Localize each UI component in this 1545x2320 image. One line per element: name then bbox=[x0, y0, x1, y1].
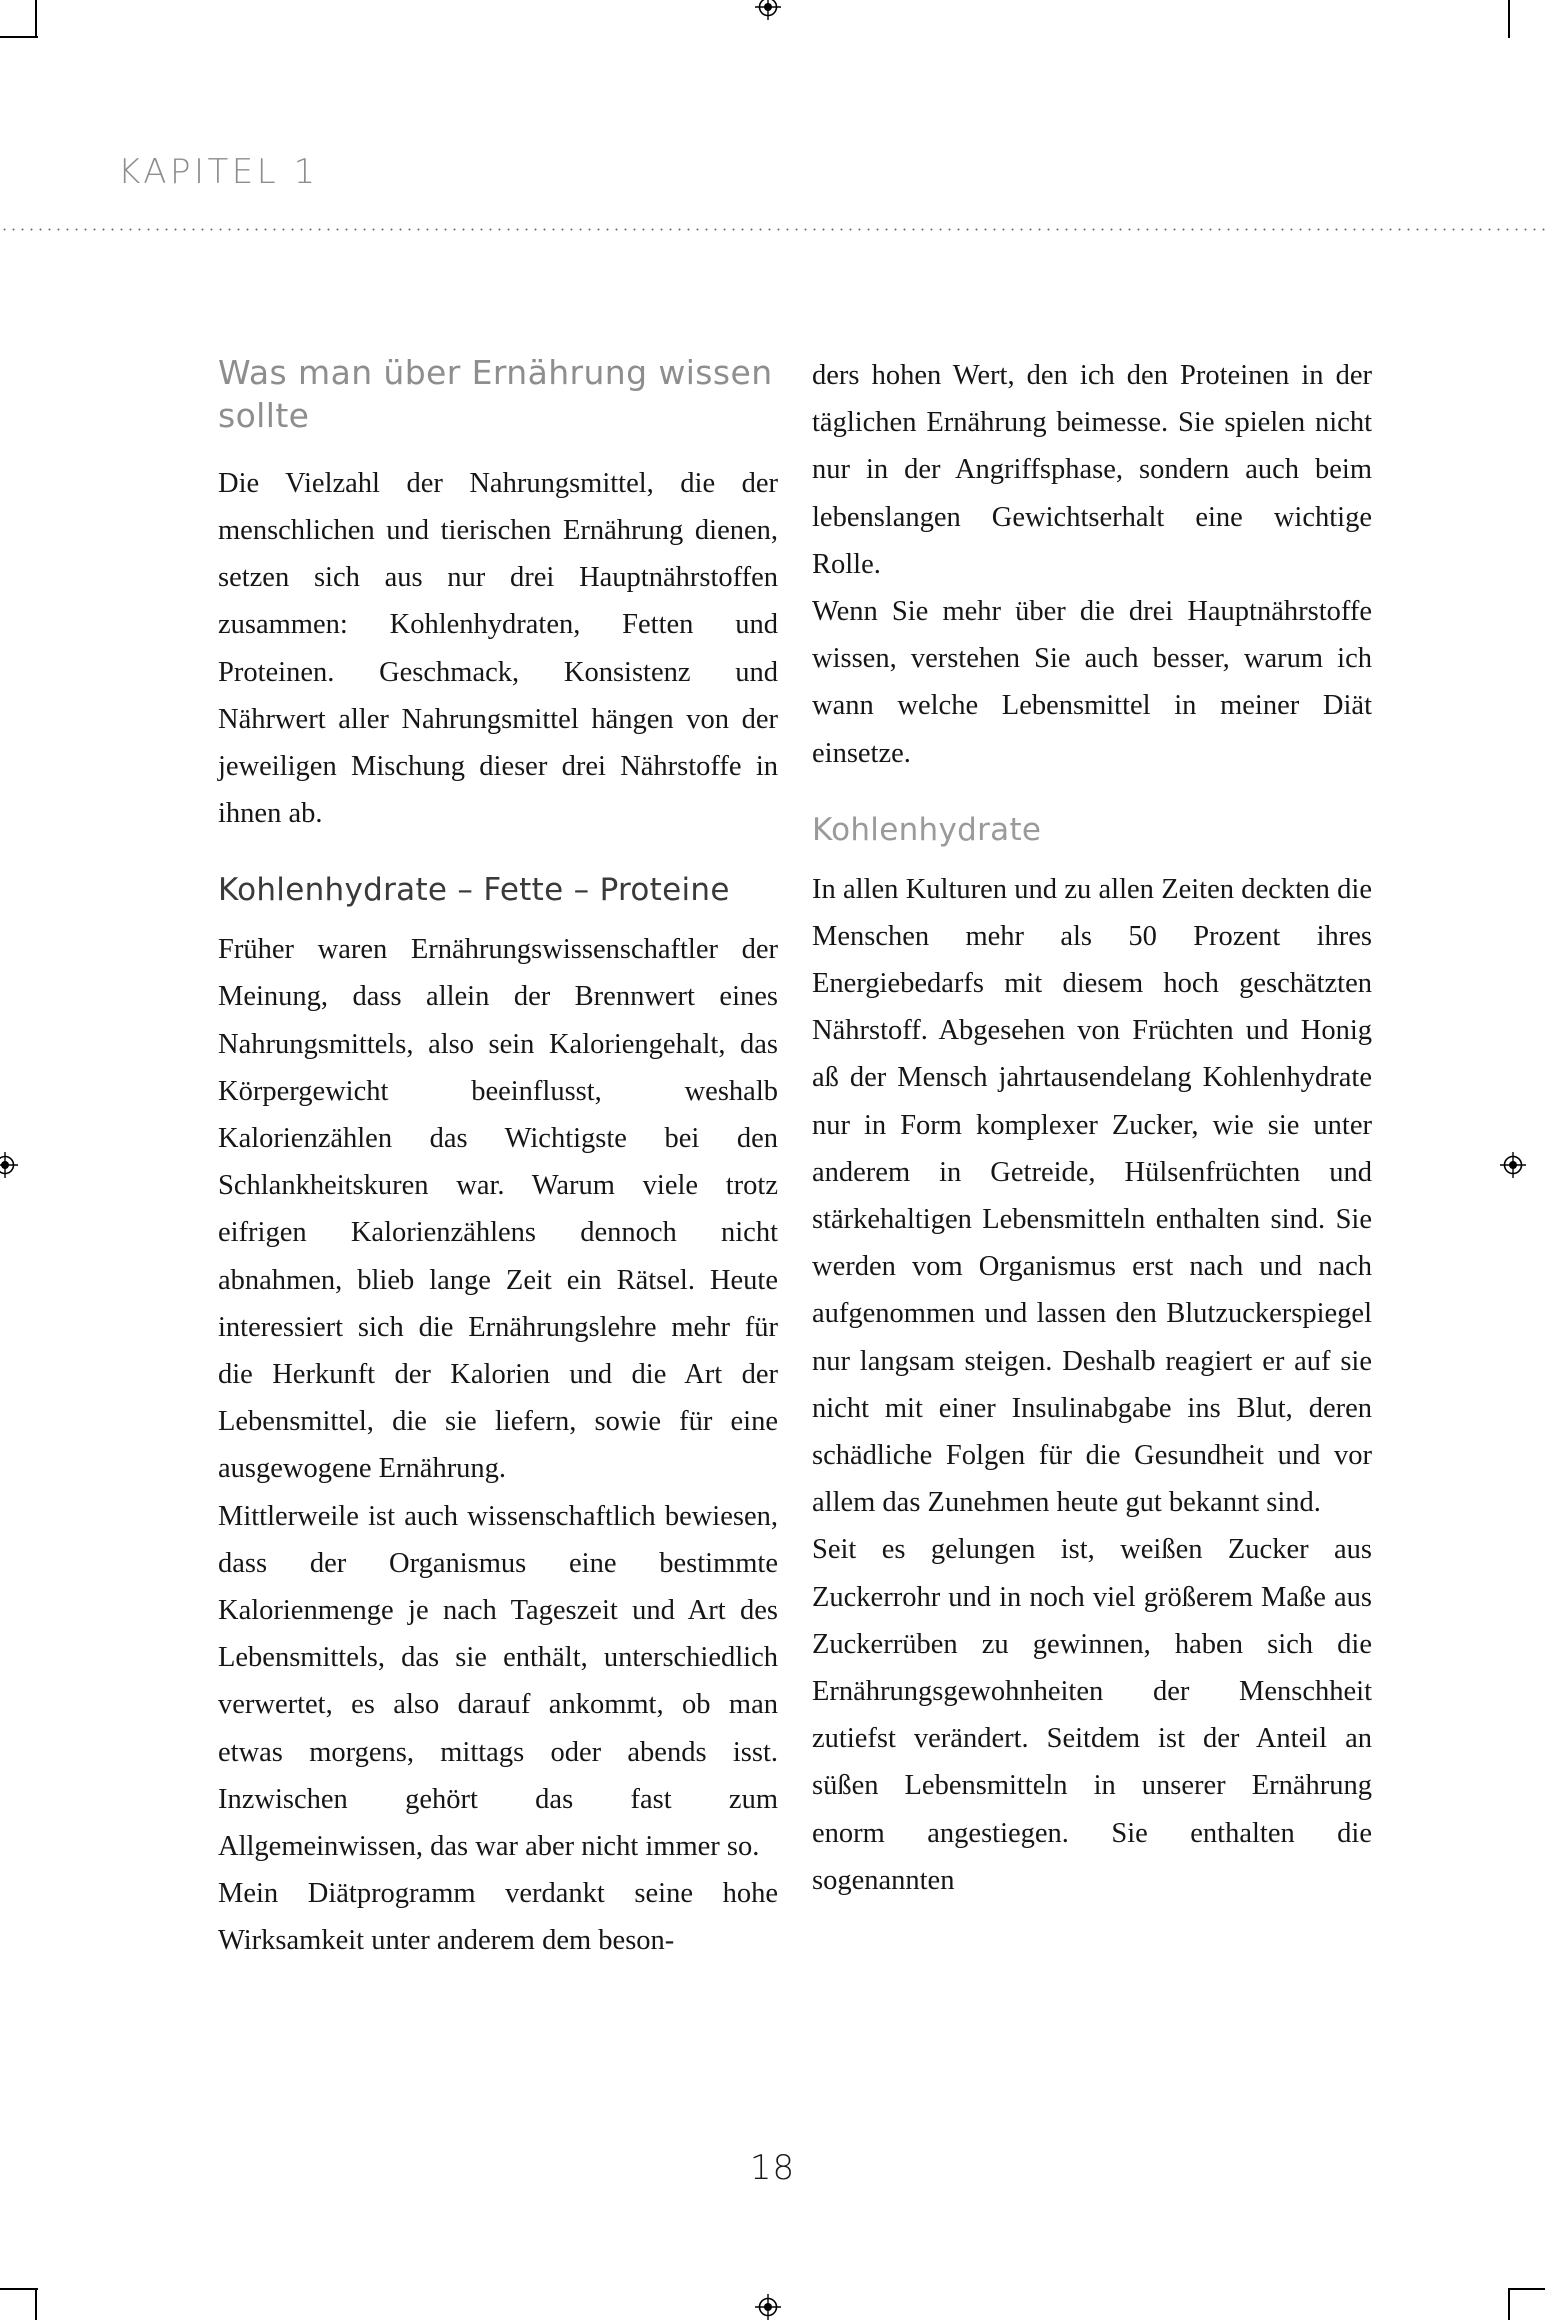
paragraph: Mein Diätprogramm verdankt seine hohe Wirksamkeit unter anderem dem beson- bbox=[218, 1878, 778, 1957]
crop-mark-bottom-right-horizontal bbox=[1508, 2288, 1545, 2290]
crop-mark-bottom-right-vertical bbox=[1508, 2288, 1510, 2320]
crop-mark-top-left-vertical bbox=[35, 0, 37, 38]
registration-mark-right bbox=[1500, 1152, 1526, 1178]
column-right bbox=[812, 352, 1372, 1904]
paragraph: Wenn Sie mehr über die drei Hauptnährstoffe wissen, verstehen Sie auch besser, warum ich wann welche Lebensmittel in meiner Diät einsetze. bbox=[812, 596, 1372, 769]
paragraph: In allen Kulturen und zu allen Zeiten deckten die Menschen mehr als 50 Prozent ihres Energiebedarfs mit diesem hoch geschätzten Nährstoff. Abgesehen von Früchten und Honig aß der Mensch jahrtausendelang Kohlenhydrate nur in Form komplexer Zucker, wie sie unter anderem in Getreide, Hülsenfrüchten und stärkehaltigen Lebensmitteln enthalten sind. Sie werden vom Organismus erst nach und nach aufgenommen und lassen den Blutzuckerspiegel nur langsam steigen. Deshalb reagiert er auf sie nicht mit einer Insulinabgabe ins Blut, deren schädliche Folgen für die Gesundheit und vor allem das Zunehmen heute gut bekannt sind. bbox=[812, 873, 1372, 1519]
crop-mark-bottom-left-horizontal bbox=[0, 2288, 38, 2290]
registration-mark-top bbox=[755, 0, 781, 20]
column-left bbox=[218, 352, 778, 1965]
paragraph: ders hohen Wert, den ich den Proteinen in der täglichen Ernährung beimesse. Sie spielen nicht nur in der Angriffsphase, sondern auch beim lebenslangen Gewichtserhalt eine wichtige Rolle. bbox=[812, 360, 1372, 580]
paragraph: Früher waren Ernährungswissenschaftler der Meinung, dass allein der Brennwert eines Nahrungsmittels, also sein Kaloriengehalt, das Körpergewicht beeinflusst, weshalb Kalorienzählen das Wichtigste bei den Schlankheitskuren war. Warum viele trotz eifrigen Kalorienzählens dennoch nicht abnahmen, blieb lange Zeit ein Rätsel. Heute interessiert sich die Ernährungslehre mehr für die Herkunft der Kalorien und die Art der Lebensmittel, die sie liefern, sowie für eine ausgewogene Ernährung. bbox=[218, 934, 778, 1485]
running-head-chapter: KAPITEL 1 bbox=[118, 152, 319, 192]
registration-mark-left bbox=[0, 1152, 18, 1178]
crop-mark-top-left-horizontal bbox=[0, 36, 38, 38]
crop-mark-top-right-vertical bbox=[1508, 0, 1510, 38]
subheading-kohlenhydrate-fette-proteine: Kohlenhydrate – Fette – Proteine bbox=[218, 872, 730, 909]
subheading-kohlenhydrate: Kohlenhydrate bbox=[812, 811, 1042, 848]
page-title: Was man über Ernährung wissen sollte bbox=[218, 353, 773, 435]
registration-mark-bottom bbox=[755, 2294, 781, 2320]
paragraph: Die Vielzahl der Nahrungsmittel, die der menschlichen und tierischen Ernährung dienen, setzen sich aus nur drei Hauptnährstoffen zusammen: Kohlenhydraten, Fetten und Proteinen. Geschmack, Konsistenz und Nährwert aller Nahrungsmittel hängen von der jeweiligen Mischung dieser drei Nährstoffe in ihnen ab. bbox=[218, 467, 778, 830]
page-number: 18 bbox=[749, 2148, 796, 2188]
header-dotted-rule bbox=[0, 228, 1545, 231]
paragraph: Seit es gelungen ist, weißen Zucker aus Zuckerrohr und in noch viel größerem Maße aus Zuckerrüben zu gewinnen, haben sich die Ernährungsgewohnheiten der Menschheit zutiefst verändert. Seitdem ist der Anteil an süßen Lebensmitteln in unserer Ernährung enorm angestiegen. Sie enthalten die sogenannten bbox=[812, 1534, 1372, 1896]
crop-mark-bottom-left-vertical bbox=[35, 2288, 37, 2320]
paragraph: Mittlerweile ist auch wissenschaftlich bewiesen, dass der Organismus eine bestimmte Kalorienmenge je nach Tageszeit und Art des Lebensmittels, das sie enthält, unterschiedlich verwertet, es also darauf ankommt, ob man etwas morgens, mittags oder abends isst. Inzwischen gehört das fast zum Allgemeinwissen, das war aber nicht immer so. bbox=[218, 1500, 778, 1863]
